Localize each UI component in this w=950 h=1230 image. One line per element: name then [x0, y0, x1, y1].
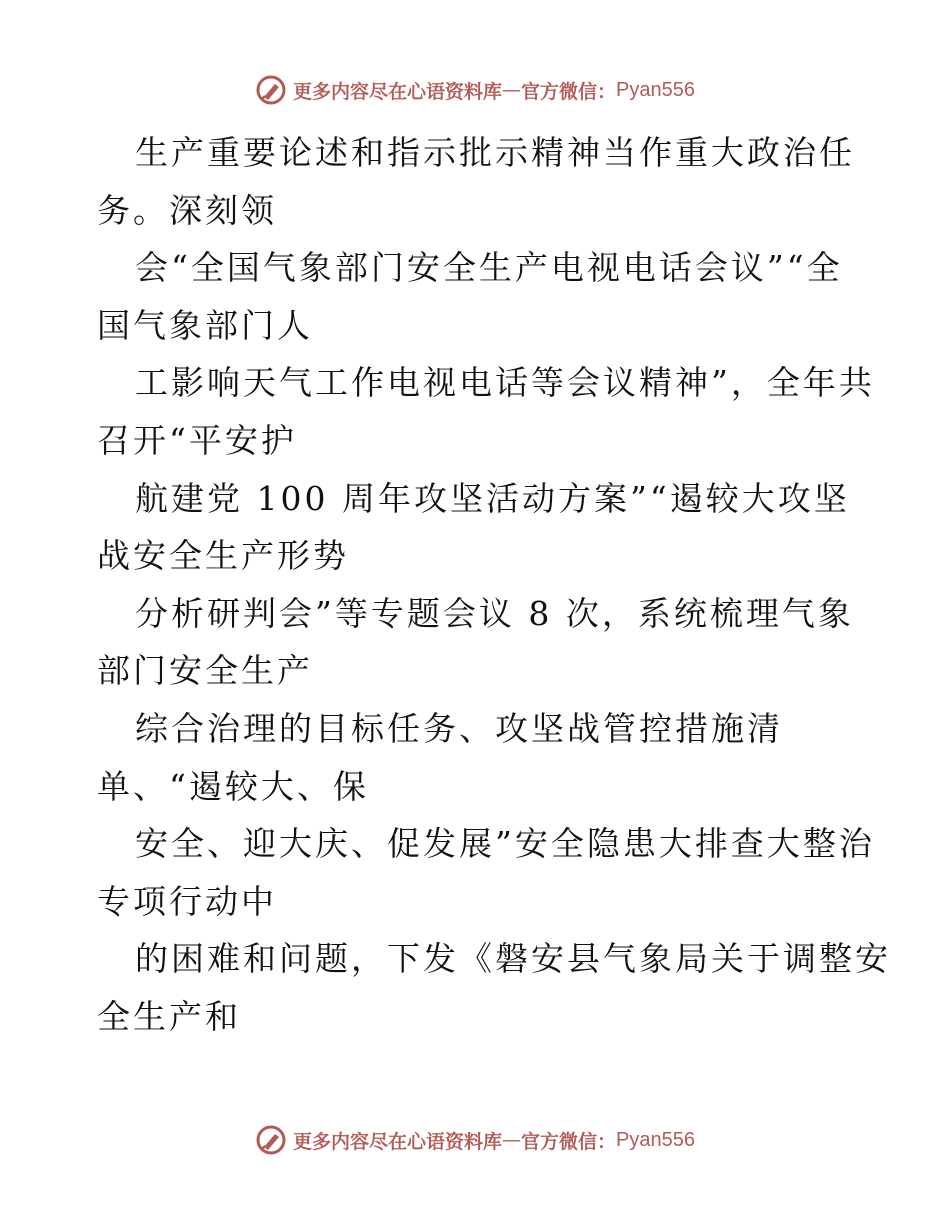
wechat-id: Pyan556 [616, 78, 695, 101]
body-line: 分析研判会”等专题会议 8 次，系统梳理气象 [135, 593, 854, 633]
wechat-label: 官方微信： [521, 80, 617, 103]
body-line: 会“全国气象部门安全生产电视电话会议”“全 [135, 248, 843, 288]
brand-text: 更多内容尽在心语资料库 [293, 80, 503, 103]
wechat-label: 官方微信： [521, 1130, 617, 1153]
body-line: 全生产和 [97, 996, 241, 1036]
pen-nib-logo-icon [255, 1124, 287, 1156]
body-line: 生产重要论述和指示批示精神当作重大政治任 [135, 133, 855, 172]
body-line: 专项行动中 [97, 881, 277, 921]
brand-text: 更多内容尽在心语资料库 [293, 1130, 503, 1153]
header-banner [0, 70, 950, 110]
body-line: 务。深刻领 [97, 190, 277, 230]
body-line: 综合治理的目标任务、攻坚战管控措施清 [135, 708, 783, 748]
body-line: 航建党 100 周年攻坚活动方案”“遏较大攻坚 [135, 478, 850, 518]
wechat-id: Pyan556 [616, 1128, 695, 1151]
pen-nib-logo-icon [255, 74, 287, 106]
body-line: 的困难和问题，下发《磐安县气象局关于调整安 [135, 939, 891, 979]
document-body [97, 124, 891, 1046]
body-line: 国气象部门人 [97, 305, 313, 345]
body-line: 单、“遏较大、保 [97, 766, 369, 806]
banner-separator: — [502, 79, 522, 101]
body-line: 战安全生产形势 [97, 536, 349, 576]
body-line: 召开“平安护 [97, 420, 297, 460]
body-line: 工影响天气工作电视电话等会议精神”，全年共 [135, 363, 875, 403]
footer-banner [0, 1120, 950, 1160]
body-line: 部门安全生产 [97, 651, 313, 691]
banner-separator: — [502, 1129, 522, 1151]
body-line: 安全、迎大庆、促发展”安全隐患大排查大整治 [135, 824, 875, 864]
